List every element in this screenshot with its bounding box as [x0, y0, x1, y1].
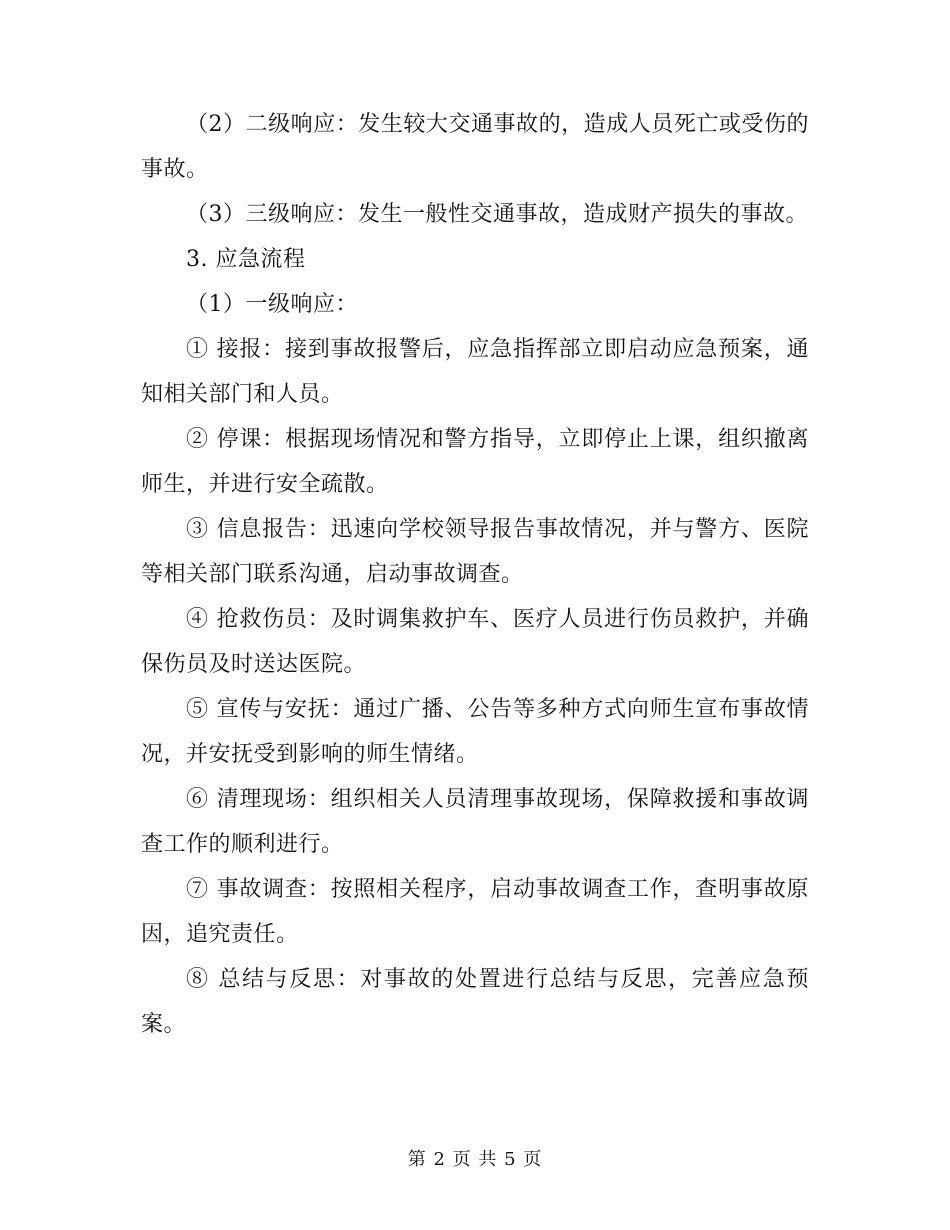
- list-item-step-5: ⑤ 宣传与安抚：通过广播、公告等多种方式向师生宣布事故情况，并安抚受到影响的师生情绪。: [141, 697, 809, 767]
- list-item-step-1: ① 接报：接到事故报警后，应急指挥部立即启动应急预案，通知相关部门和人员。: [141, 337, 809, 407]
- paragraph-level2-response: （2）二级响应：发生较大交通事故的，造成人员死亡或受伤的事故。: [141, 112, 809, 182]
- list-item-step-8: ⑧ 总结与反思：对事故的处置进行总结与反思，完善应急预案。: [141, 967, 809, 1037]
- list-item-step-2: ② 停课：根据现场情况和警方指导，立即停止上课，组织撤离师生，并进行安全疏散。: [141, 427, 809, 497]
- section-heading-emergency-process: 3. 应急流程: [186, 247, 306, 272]
- list-item-step-7: ⑦ 事故调查：按照相关程序，启动事故调查工作，查明事故原因，追究责任。: [141, 877, 809, 947]
- document-body: [141, 102, 809, 1047]
- list-item-step-6: ⑥ 清理现场：组织相关人员清理事故现场，保障救援和事故调查工作的顺利进行。: [141, 787, 809, 857]
- page-number-footer: 第 2 页 共 5 页: [407, 1149, 543, 1170]
- list-item-step-4: ④ 抢救伤员：及时调集救护车、医疗人员进行伤员救护，并确保伤员及时送达医院。: [141, 607, 809, 677]
- list-item-step-3: ③ 信息报告：迅速向学校领导报告事故情况，并与警方、医院等相关部门联系沟通，启动事故调查。: [141, 517, 809, 587]
- subheading-level1-response: （1）一级响应：: [186, 292, 358, 317]
- paragraph-level3-response: （3）三级响应：发生一般性交通事故，造成财产损失的事故。: [186, 202, 808, 227]
